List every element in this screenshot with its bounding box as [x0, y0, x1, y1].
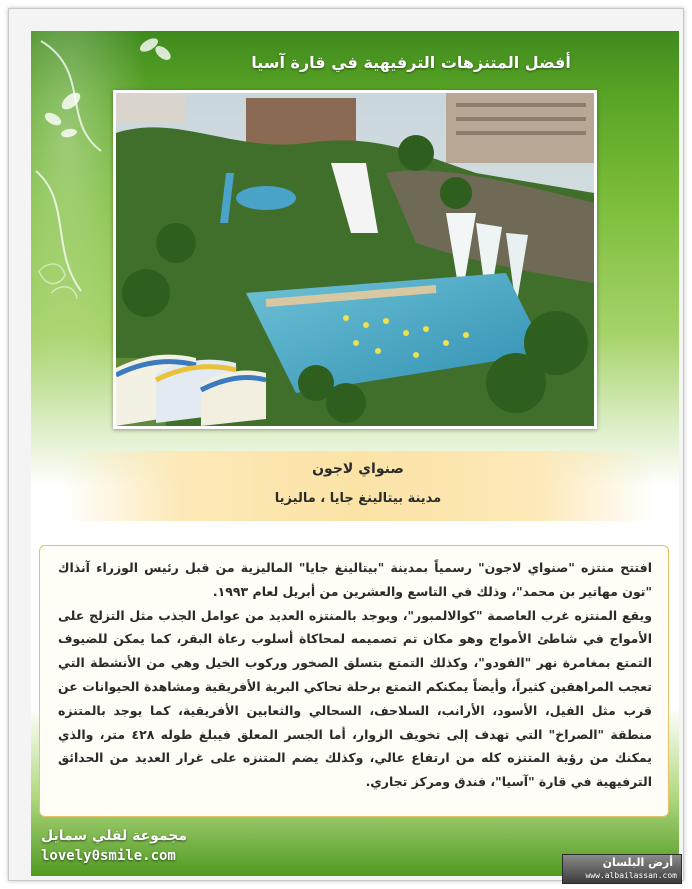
description-paragraph-2: ويقع المنتزه غرب العاصمة "كوالالمبور"، ويوجد بالمنتزه العديد من عوامل الجذب مثل التزلج على الأمواج في شاطئ الأمواج وهو مكان تم تصميمه لمحاكاة أسلوب رعاة البقر، كما يمكن للضيوف التمتع بمغامرة نهر "الفودو"، وكذلك التمتع بتسلق الصخور وركوب الخيل وهي من الأنشطة التي تعجب المراهقين كثيراً، وأيضاً يمكنكم التمتع برحلة تحاكي البرية الأفريقية ومشاهدة الحيوانات عن قرب مثل الفيل، الأسود، الأرانب، السلاحف، السحالي والثعابين الأفريقية، كما يوجد بالمتنزه منطقة "الصراخ" التي تهدف إلى تخويف الزوار، أما الجسر المعلق فيبلغ طوله ٤٢٨ متر، والذي يمكنك من رؤية المتنزه كله من ارتفاع عالي، وكذلك يضم المتنزه على غرار العديد من الحدائق الترفيهية في قارة "آسيا"، فندق ومركز تجاري.: [58, 607, 652, 790]
group-site-link[interactable]: lovely0smile.com: [41, 848, 176, 864]
group-name: مجموعة لفلي سمايل: [41, 828, 188, 844]
site-badge[interactable]: [562, 854, 682, 884]
badge-url: www.albailassan.com: [585, 871, 677, 880]
description-paragraph-1: افتتح منتزه "صنواي لاجون" رسمياً بمدينة "بيتالينغ جايا" الماليزية من قبل رئيس الوزراء آنذاك "تون مهاتير بن محمد"، وذلك في التاسع والعشرين من أبريل لعام ١٩٩٣.: [58, 560, 652, 599]
park-location: مدينة بيتالينغ جايا ، ماليزيا: [274, 491, 442, 506]
park-header-band: [61, 451, 655, 521]
badge-name: أرض البلسان: [602, 856, 673, 869]
content-card: [31, 31, 679, 876]
page-title: أفضل المتنزهات الترفيهية في قارة آسيا: [251, 53, 571, 72]
page-frame: [8, 8, 684, 881]
description-text: [58, 556, 652, 794]
description-box: [39, 545, 669, 817]
park-name: صنواي لاجون: [312, 461, 404, 477]
park-photo: [113, 90, 597, 429]
